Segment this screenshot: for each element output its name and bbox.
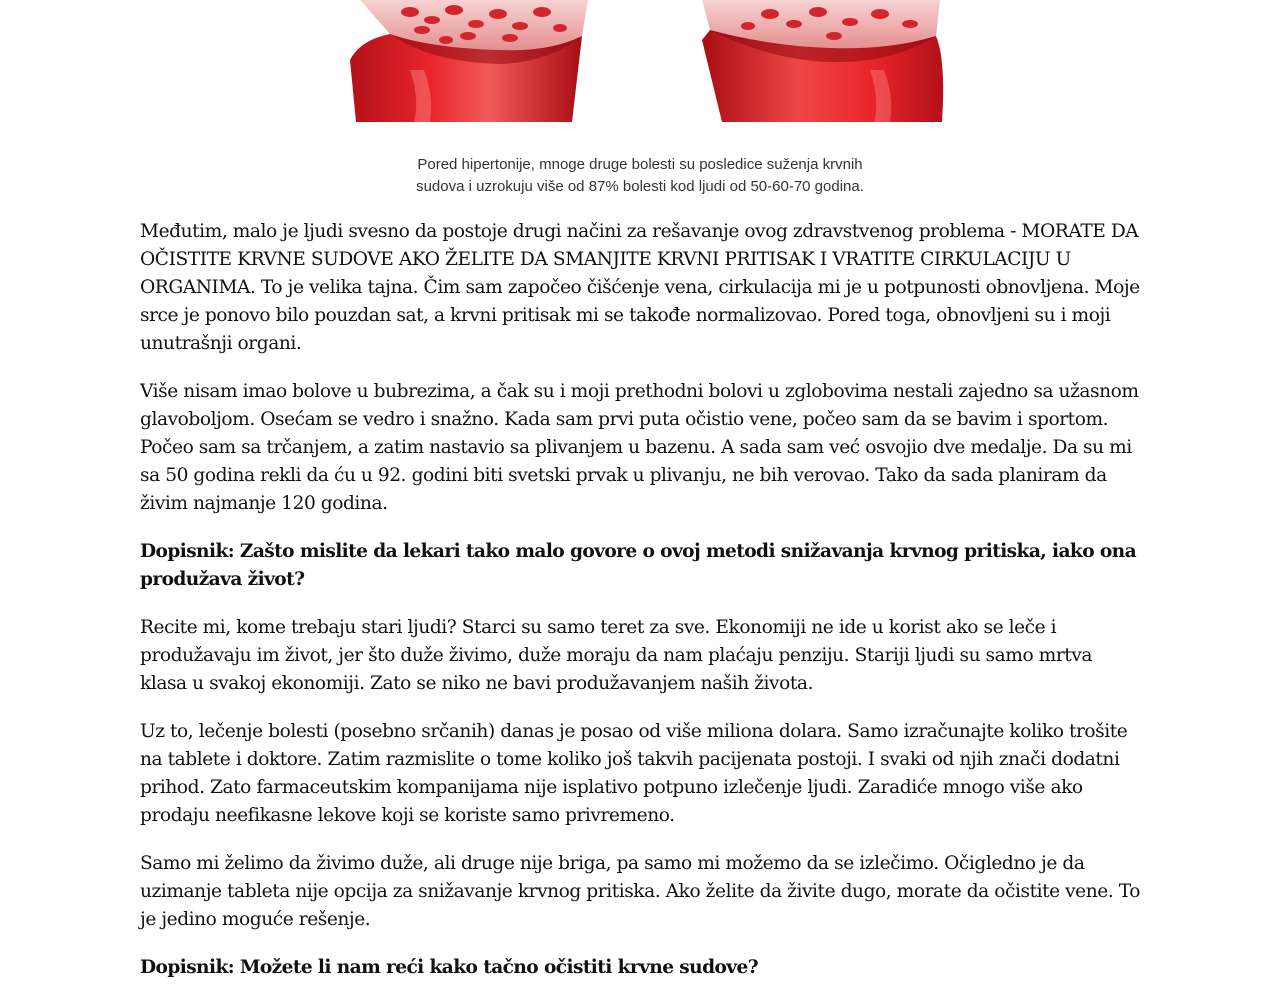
caption-line-1: Pored hipertonije, mnoge druge bolesti su posledice suženja krvnih <box>417 156 863 173</box>
left-vessel-shape <box>350 0 588 122</box>
interviewer-question-1: Dopisnik: Zašto mislite da lekari tako malo govore o ovoj metodi snižavanja krvnog pritiska, iako ona produžava život? <box>140 541 1137 590</box>
blood-vessel-image <box>350 0 948 122</box>
interviewer-question-2: Dopisnik: Možete li nam reći kako tačno očistiti krvne sudove? <box>140 957 759 978</box>
paragraph-4: Uz to, lečenje bolesti (posebno srčanih) danas je posao od više miliona dolara. Samo izračunajte koliko trošite na tablete i doktore. Zatim razmislite o tome koliko još takvih pacijenata postoji. I svaki od njih znači dodatni prihod. Zato farmaceutskim kompanijama nije isplativo potpuno izlečenje ljudi. Zaradiće mnogo više ako prodaju neefikasne lekove koji se koriste samo privremeno. <box>140 721 1128 826</box>
right-vessel-shape <box>702 0 943 122</box>
paragraph-3: Recite mi, kome trebaju stari ljudi? Starci su samo teret za sve. Ekonomiji ne ide u korist ako se leče i produžavaju im život, jer što duže živimo, duže moraju da nam plaćaju penziju. Stariji ljudi su samo mrtva klasa u svakoj ekonomiji. Zato se niko ne bavi produžavanjem naših života. <box>140 617 1093 694</box>
paragraph-1: Međutim, malo je ljudi svesno da postoje drugi načini za rešavanje ovog zdravstvenog problema - MORATE DA OČISTITE KRVNE SUDOVE AKO ŽELITE DA SMANJITE KRVNI PRITISAK I VRATITE CIRKULACIJU U ORGANIMA. To je velika tajna. Čim sam započeo čišćenje vena, cirkulacija mi je u potpunosti obnovljena. Moje srce je ponovo bilo pouzdan sat, a krvni pritisak mi se takođe normalizovao. Pored toga, obnovljeni su i moji unutrašnji organi. <box>140 221 1140 354</box>
article-body <box>140 218 1142 1000</box>
caption-line-2: sudova i uzrokuju više od 87% bolesti kod ljudi od 50-60-70 godina. <box>416 178 864 195</box>
paragraph-5: Samo mi želimo da živimo duže, ali druge nije briga, pa samo mi možemo da se izlečimo. Očigledno je da uzimanje tableta nije opcija za snižavanje krvnog pritiska. Ako želite da živite dugo, morate da očistite vene. To je jedino moguće rešenje. <box>140 853 1140 930</box>
paragraph-2: Više nisam imao bolove u bubrezima, a čak su i moji prethodni bolovi u zglobovima nestali zajedno sa užasnom glavoboljom. Osećam se vedro i snažno. Kada sam prvi puta očistio vene, počeo sam da se bavim i sportom. Počeo sam sa trčanjem, a zatim nastavio sa plivanjem u bazenu. A sada sam već osvojio dve medalje. Da su mi sa 50 godina rekli da ću u 92. godini biti svetski prvak u plivanju, ne bih verovao. Tako da sada planiram da živim najmanje 120 godina. <box>140 381 1139 514</box>
image-caption <box>340 154 940 198</box>
